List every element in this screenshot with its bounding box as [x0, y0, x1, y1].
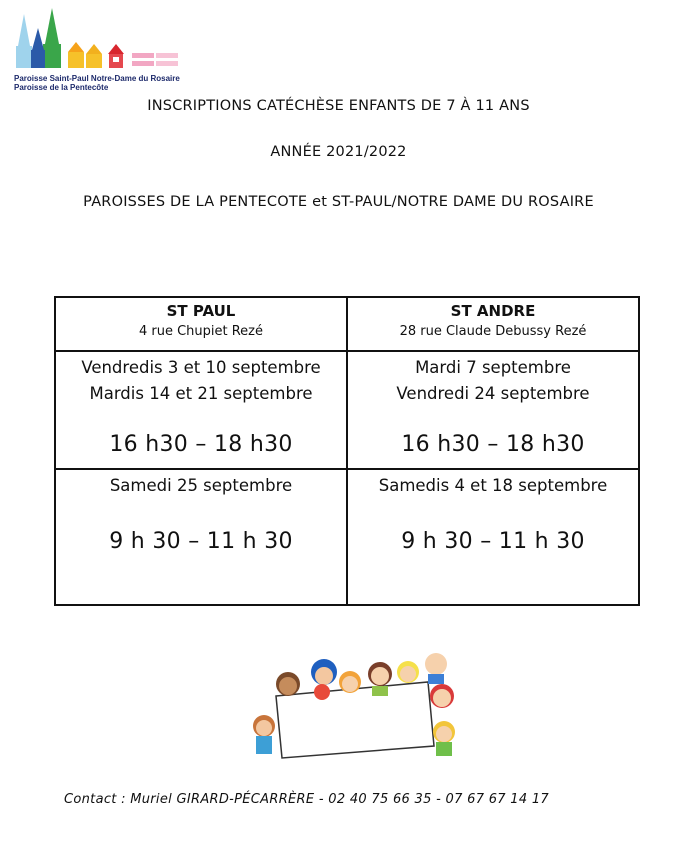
table-row — [55, 469, 639, 605]
st-paul-time-2: 9 h 30 – 11 h 30 — [109, 529, 293, 554]
st-andre-time-2: 9 h 30 – 11 h 30 — [401, 529, 585, 554]
children-holding-banner-icon — [238, 652, 468, 764]
st-paul-date-1: Vendredis 3 et 10 septembre — [81, 358, 321, 377]
church-steeples-icon — [12, 6, 187, 72]
schedule-table — [54, 296, 640, 606]
st-paul-header — [55, 297, 347, 351]
st-andre-time-1: 16 h30 – 18 h30 — [401, 432, 585, 457]
st-andre-date-3: Samedis 4 et 18 septembre — [378, 476, 608, 495]
st-andre-session-2 — [347, 469, 639, 605]
st-paul-session-1 — [55, 351, 347, 469]
parishes-text: PAROISSES DE LA PENTECOTE et ST-PAUL/NOTRE DAME DU ROSAIRE — [83, 194, 594, 210]
contact-line: Contact : Muriel GIRARD-PÉCARRÈRE - 02 40 75 66 35 - 07 67 67 14 17 — [64, 792, 549, 807]
st-andre-date-2: Vendredi 24 septembre — [396, 384, 590, 403]
st-paul-name: ST PAUL — [166, 302, 236, 320]
st-paul-session-2 — [55, 469, 347, 605]
st-andre-address: 28 rue Claude Debussy Rezé — [399, 324, 587, 339]
table-header-row — [55, 297, 639, 351]
st-andre-session-1 — [347, 351, 639, 469]
logo-line-1: Paroisse Saint-Paul Notre-Dame du Rosaire — [14, 74, 180, 83]
st-andre-date-1: Mardi 7 septembre — [415, 358, 571, 377]
parishes-heading — [0, 188, 677, 216]
school-year: ANNÉE 2021/2022 — [270, 144, 407, 160]
page-title: INSCRIPTIONS CATÉCHÈSE ENFANTS DE 7 À 11 ANS — [147, 98, 530, 114]
st-paul-date-3: Samedi 25 septembre — [109, 476, 293, 495]
st-andre-name: ST ANDRE — [450, 302, 536, 320]
st-andre-header — [347, 297, 639, 351]
st-paul-date-2: Mardis 14 et 21 septembre — [89, 384, 313, 403]
parish-logo — [12, 6, 187, 96]
st-paul-address: 4 rue Chupiet Rezé — [138, 324, 264, 339]
table-row — [55, 351, 639, 469]
st-paul-time-1: 16 h30 – 18 h30 — [109, 432, 293, 457]
logo-line-2: Paroisse de la Pentecôte — [14, 83, 109, 92]
